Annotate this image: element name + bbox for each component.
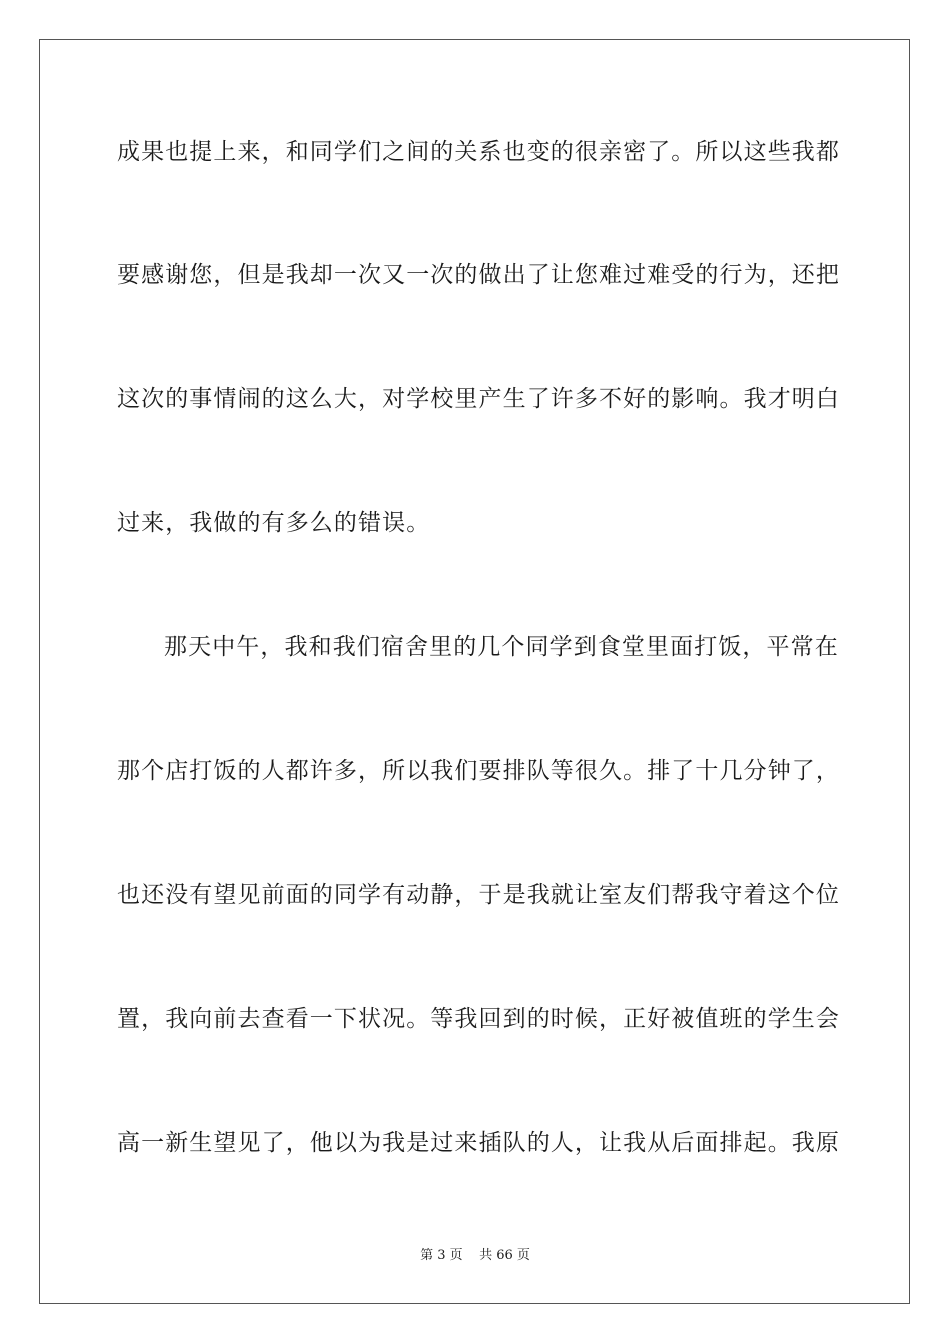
body-text-line: 成果也提上来，和同学们之间的关系也变的很亲密了。所以这些我都 [117,139,840,165]
body-text-line: 也还没有望见前面的同学有动静，于是我就让室友们帮我守着这个位 [117,882,840,908]
page-number-footer: 第 3 页 共 66 页 [420,1248,530,1263]
body-text-line: 这次的事情闹的这么大，对学校里产生了许多不好的影响。我才明白 [117,386,840,412]
paragraph-first-line: 那天中午，我和我们宿舍里的几个同学到食堂里面打饭，平常在 [164,634,839,660]
body-text-line: 过来，我做的有多么的错误。 [117,510,431,536]
body-text-line: 那个店打饭的人都许多，所以我们要排队等很久。排了十几分钟了， [117,758,840,784]
page-border [39,39,910,1304]
body-text-line: 置，我向前去查看一下状况。等我回到的时候，正好被值班的学生会 [117,1006,840,1032]
body-text-line: 高一新生望见了，他以为我是过来插队的人，让我从后面排起。我原 [117,1130,840,1156]
body-text-line: 要感谢您，但是我却一次又一次的做出了让您难过难受的行为，还把 [117,262,840,288]
